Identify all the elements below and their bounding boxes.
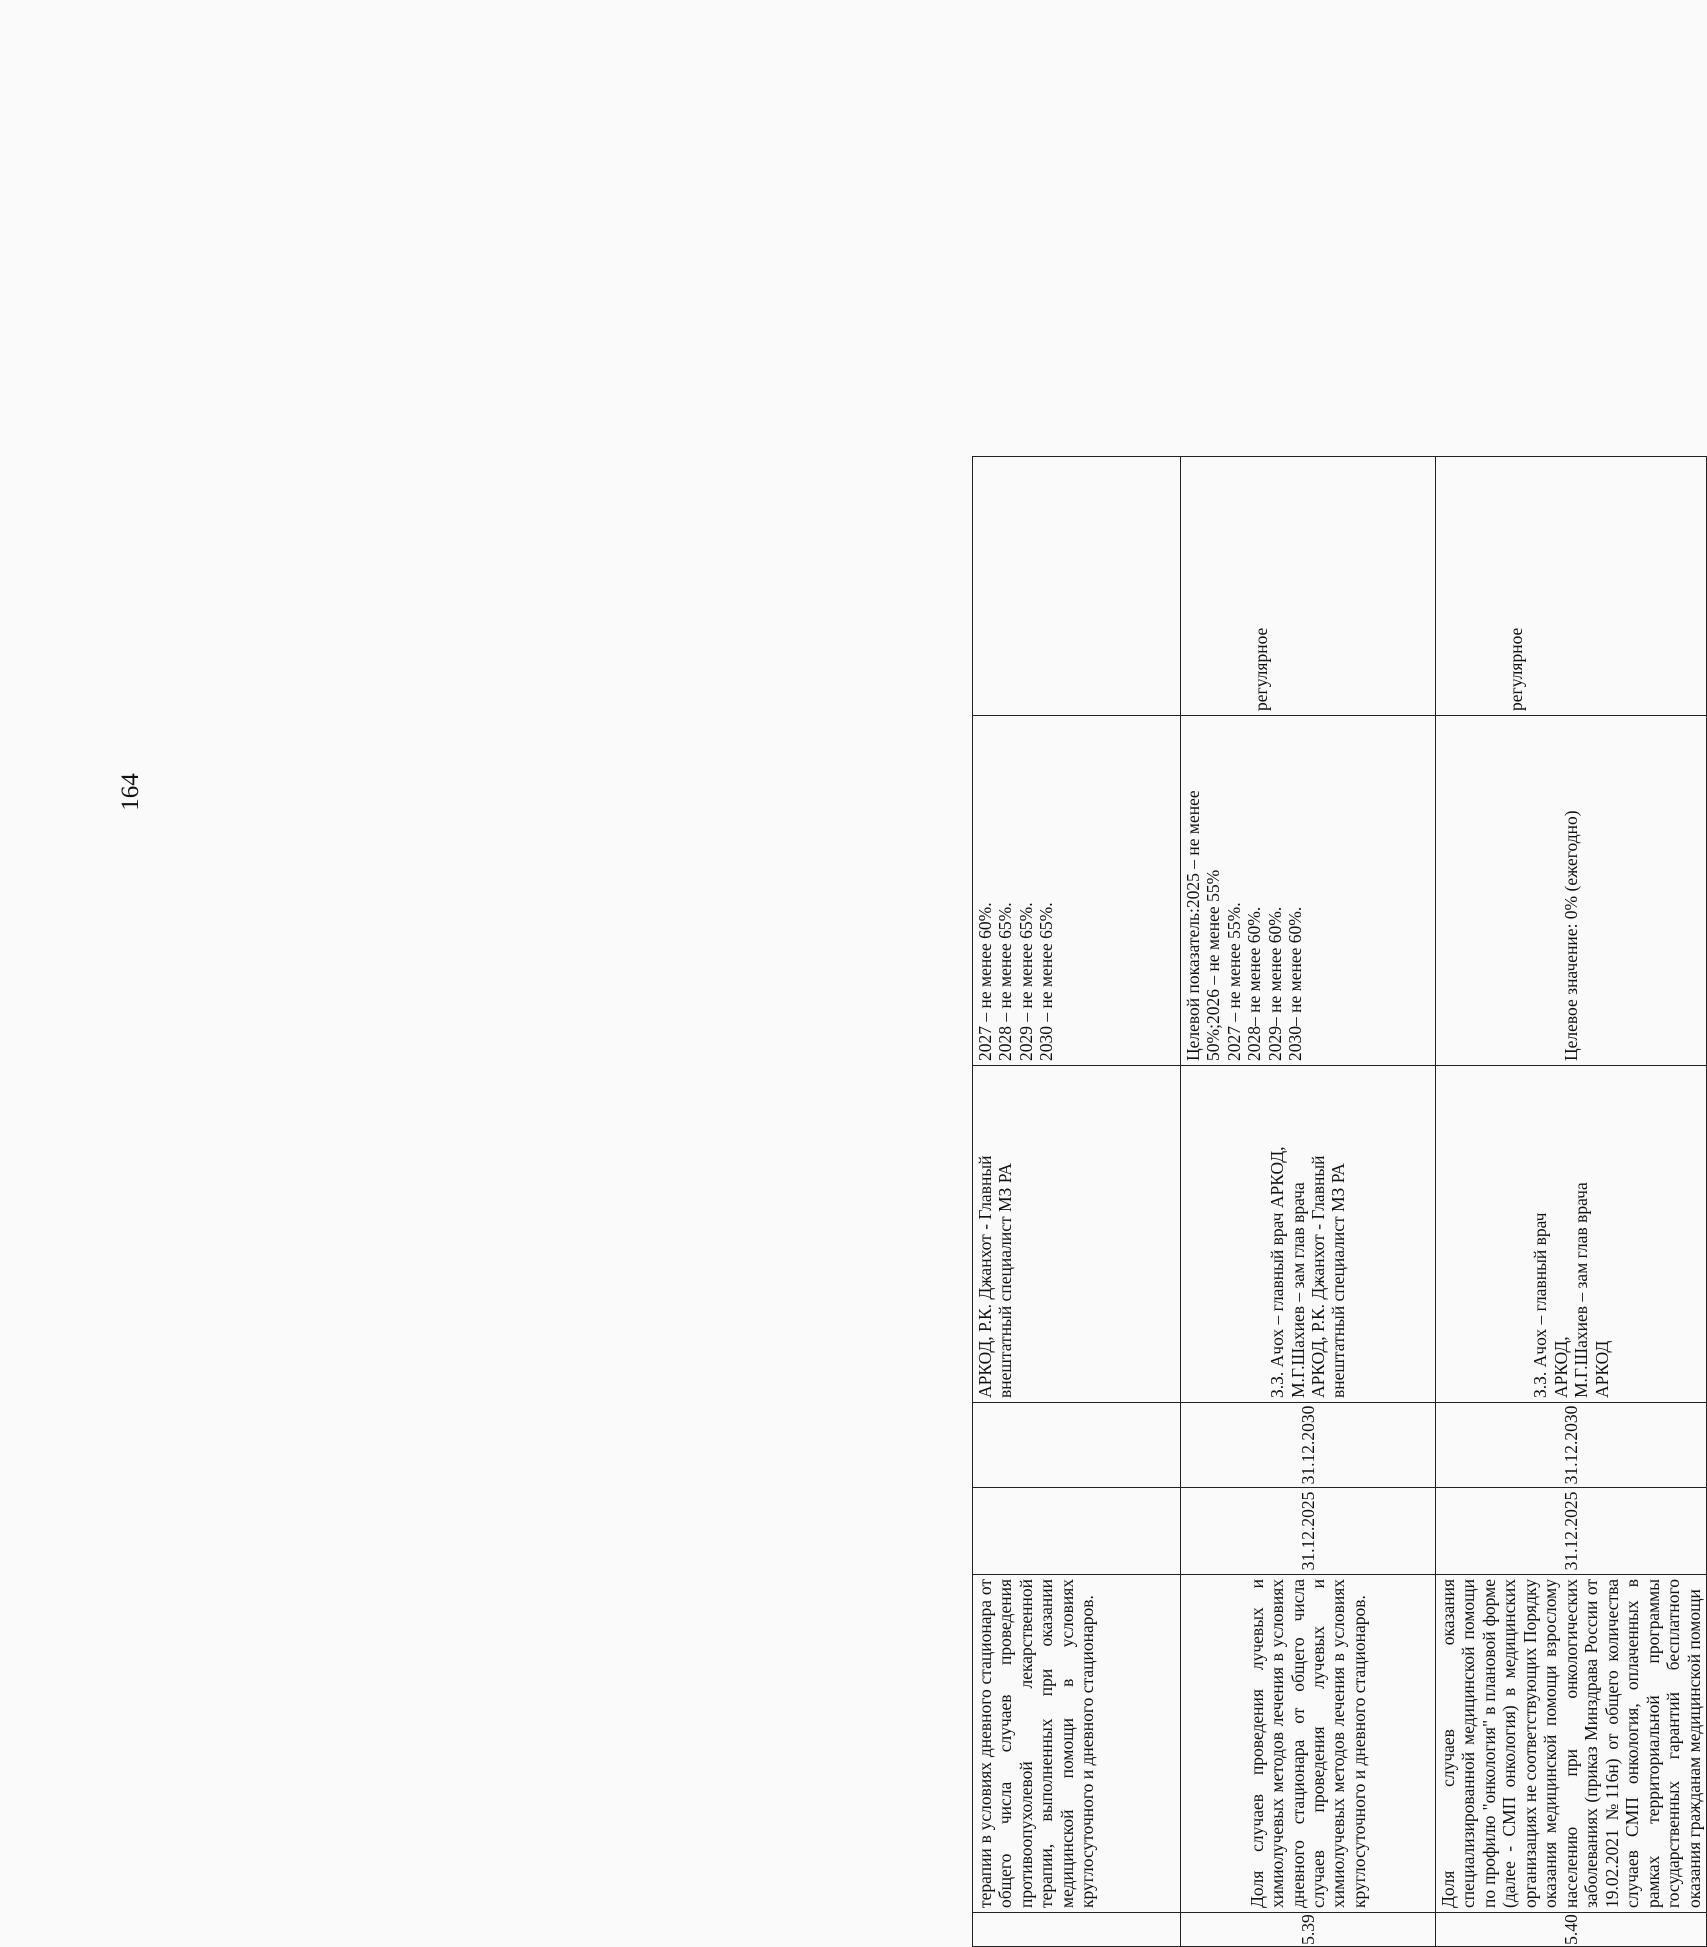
row-description: терапии в условиях дневного стационара от общего числа случаев проведения противоопухолевой лекарственной терапии, выполненных при оказании медицинской помощи в условиях круглосуточного и дневного стационаров. — [973, 1575, 1181, 1913]
responsible-line: внештатный специалист МЗ РА — [995, 1163, 1016, 1398]
row-start-date — [973, 1488, 1181, 1575]
responsible-line: АРКОД, Р.К. Джанхот - Главный — [975, 1155, 995, 1398]
responsible-line: З.З. Ачох – главный врач АРКОД, — [1267, 1146, 1288, 1398]
row-target — [1436, 716, 1707, 1066]
row-responsible — [973, 1066, 1181, 1403]
responsible-line: М.Г.Шахиев – зам глав врача — [1571, 1182, 1592, 1398]
target-line: 2028– не менее 60%. — [1244, 906, 1265, 1061]
target-line: Целевой показатель:2025 – не менее 50%;2026 – не менее 55% — [1183, 790, 1224, 1061]
row-periodicity: регулярное — [1181, 457, 1436, 716]
table-row — [1436, 457, 1707, 1947]
responsible-line: АРКОД, Р.К. Джанхот - Главный — [1308, 1155, 1328, 1398]
table-row — [1181, 457, 1436, 1947]
target-line: 2030– не менее 60%. — [1285, 906, 1306, 1061]
responsible-line: АРКОД — [1591, 1340, 1612, 1398]
table-row — [973, 457, 1181, 1947]
row-periodicity: регулярное — [1436, 457, 1707, 716]
target-line: 2030 – не менее 65%. — [1036, 902, 1057, 1061]
target-line: Целевое значение: 0% (ежегодно) — [1560, 810, 1581, 1061]
target-line: 2027 – не менее 60%. — [975, 902, 995, 1061]
row-end-date — [973, 1403, 1181, 1488]
responsible-line: АРКОД, — [1550, 1336, 1571, 1398]
row-description: Доля случаев оказания специализированной медицинской помощи по профилю "онкология" в плановой форме (далее - СМП онкология) в медицинских организациях не соответствующих Порядку оказания медицинской помощи взрослому населению при онкологических заболеваниях (приказ Минздрава России от 19.02.2021 №116н) от общего количества случаев СМП онкология, оплаченных в рамках территориальной программы государственных гарантий бесплатного оказания гражданам медицинской помощи — [1436, 1575, 1707, 1913]
row-target — [973, 716, 1181, 1066]
row-target — [1181, 716, 1436, 1066]
rotated-table-sheet — [972, 457, 1704, 1947]
row-description: Доля случаев проведения лучевых и химиолучевых методов лечения в условиях дневного стационара от общего числа случаев проведения лучевых и химиолучевых методов лечения в условиях круглосуточного и дневного стационаров. — [1181, 1575, 1436, 1913]
row-responsible — [1181, 1066, 1436, 1403]
target-line: 2028 – не менее 65%. — [995, 902, 1016, 1061]
row-number: 5.39 — [1181, 1913, 1436, 1947]
row-start-date: 31.12.2025 — [1181, 1488, 1436, 1575]
responsible-line: З.З. Ачох – главный врач — [1530, 1212, 1551, 1398]
responsible-line: М.Г.Шахиев – зам глав врача — [1287, 1182, 1308, 1398]
target-line: 2029 – не менее 65%. — [1015, 902, 1036, 1061]
responsible-line: внештатный специалист МЗ РА — [1328, 1163, 1349, 1398]
row-number — [973, 1913, 1181, 1947]
row-end-date: 31.12.2030 — [1436, 1403, 1707, 1488]
row-end-date: 31.12.2030 — [1181, 1403, 1436, 1488]
measures-table — [972, 456, 1707, 1947]
row-start-date: 31.12.2025 — [1436, 1488, 1707, 1575]
target-line: 2027 – не менее 55%. — [1223, 902, 1244, 1061]
row-periodicity — [973, 457, 1181, 716]
row-responsible — [1436, 1066, 1707, 1403]
target-line: 2029– не менее 60%. — [1264, 906, 1285, 1061]
page-number: 164 — [117, 773, 144, 811]
row-number: 5.40 — [1436, 1913, 1707, 1947]
